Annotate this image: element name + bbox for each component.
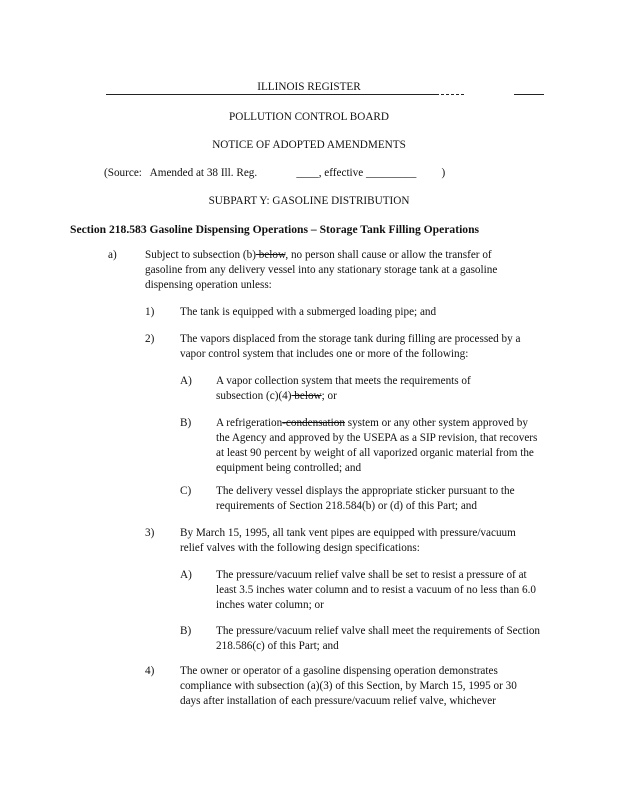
para-a-text2: , no person shall cause or allow the transfer of gasoline from any delivery vessel into any stationary storage tank at a gasoline dispensing operation unless:	[145, 249, 498, 291]
para-a2A-text1: A vapor collection system that meets the requirements of subsection (c)(4)	[216, 375, 471, 402]
label-a3: 3)	[145, 527, 155, 539]
para-a2A-strike: below	[291, 390, 322, 402]
register-title: ILLINOIS REGISTER	[257, 81, 361, 93]
section-heading: Section 218.583 Gasoline Dispensing Operations – Storage Tank Filling Operations	[70, 223, 480, 236]
para-a3: By March 15, 1995, all tank vent pipes are equipped with pressure/vacuum relief valves with the following design specifications:	[180, 527, 516, 554]
notice-title: NOTICE OF ADOPTED AMENDMENTS	[212, 139, 406, 151]
label-a3B: B)	[180, 625, 192, 637]
subpart-title: SUBPART Y: GASOLINE DISTRIBUTION	[208, 195, 410, 207]
label-a1: 1)	[145, 306, 155, 318]
label-a2: 2)	[145, 333, 155, 345]
label-a4: 4)	[145, 665, 155, 677]
label-a2C: C)	[180, 485, 192, 497]
para-a2B-text1: A refrigeration	[216, 417, 283, 429]
para-a2A	[216, 374, 516, 404]
para-a3A: The pressure/vacuum relief valve shall be set to resist a pressure of at least 3.5 inches water column and to resist a vacuum of no less than 6.0 inches water column; or	[216, 569, 537, 611]
para-a-text1: Subject to subsection (b)	[145, 249, 256, 261]
para-a2B	[216, 416, 542, 476]
para-a2B-strike: -condensation	[282, 417, 345, 429]
label-a: a)	[108, 249, 117, 261]
source-line: (Source: Amended at 38 Ill. Reg. ____, effective _________ )	[104, 167, 446, 179]
label-a3A: A)	[180, 569, 192, 581]
para-a2B-text2: system or any other system approved by the Agency and approved by the USEPA as a SIP revision, that recovers at least 90 percent by weight of all vaporized organic material from the equipment being controlled; and	[216, 417, 538, 474]
label-a2B: B)	[180, 417, 192, 429]
board-title: POLLUTION CONTROL BOARD	[229, 111, 389, 123]
para-a-strike: below	[255, 249, 286, 261]
para-a3B: The pressure/vacuum relief valve shall meet the requirements of Section 218.586(c) of this Part; and	[216, 625, 541, 652]
para-a1: The tank is equipped with a submerged loading pipe; and	[180, 306, 437, 318]
para-a4: The owner or operator of a gasoline dispensing operation demonstrates compliance with subsection (a)(3) of this Section, by March 15, 1995 or 30 days after installation of each pressure/vacuum relief valve, whichever	[180, 665, 517, 707]
para-a2A-text2: ; or	[321, 390, 337, 402]
para-a	[145, 248, 515, 293]
para-a2: The vapors displaced from the storage tank during filling are processed by a vapor control system that includes one or more of the following:	[180, 333, 521, 360]
label-a2A: A)	[180, 375, 192, 387]
para-a2C: The delivery vessel displays the appropriate sticker pursuant to the requirements of Section 218.584(b) or (d) of this Part; and	[216, 485, 515, 512]
